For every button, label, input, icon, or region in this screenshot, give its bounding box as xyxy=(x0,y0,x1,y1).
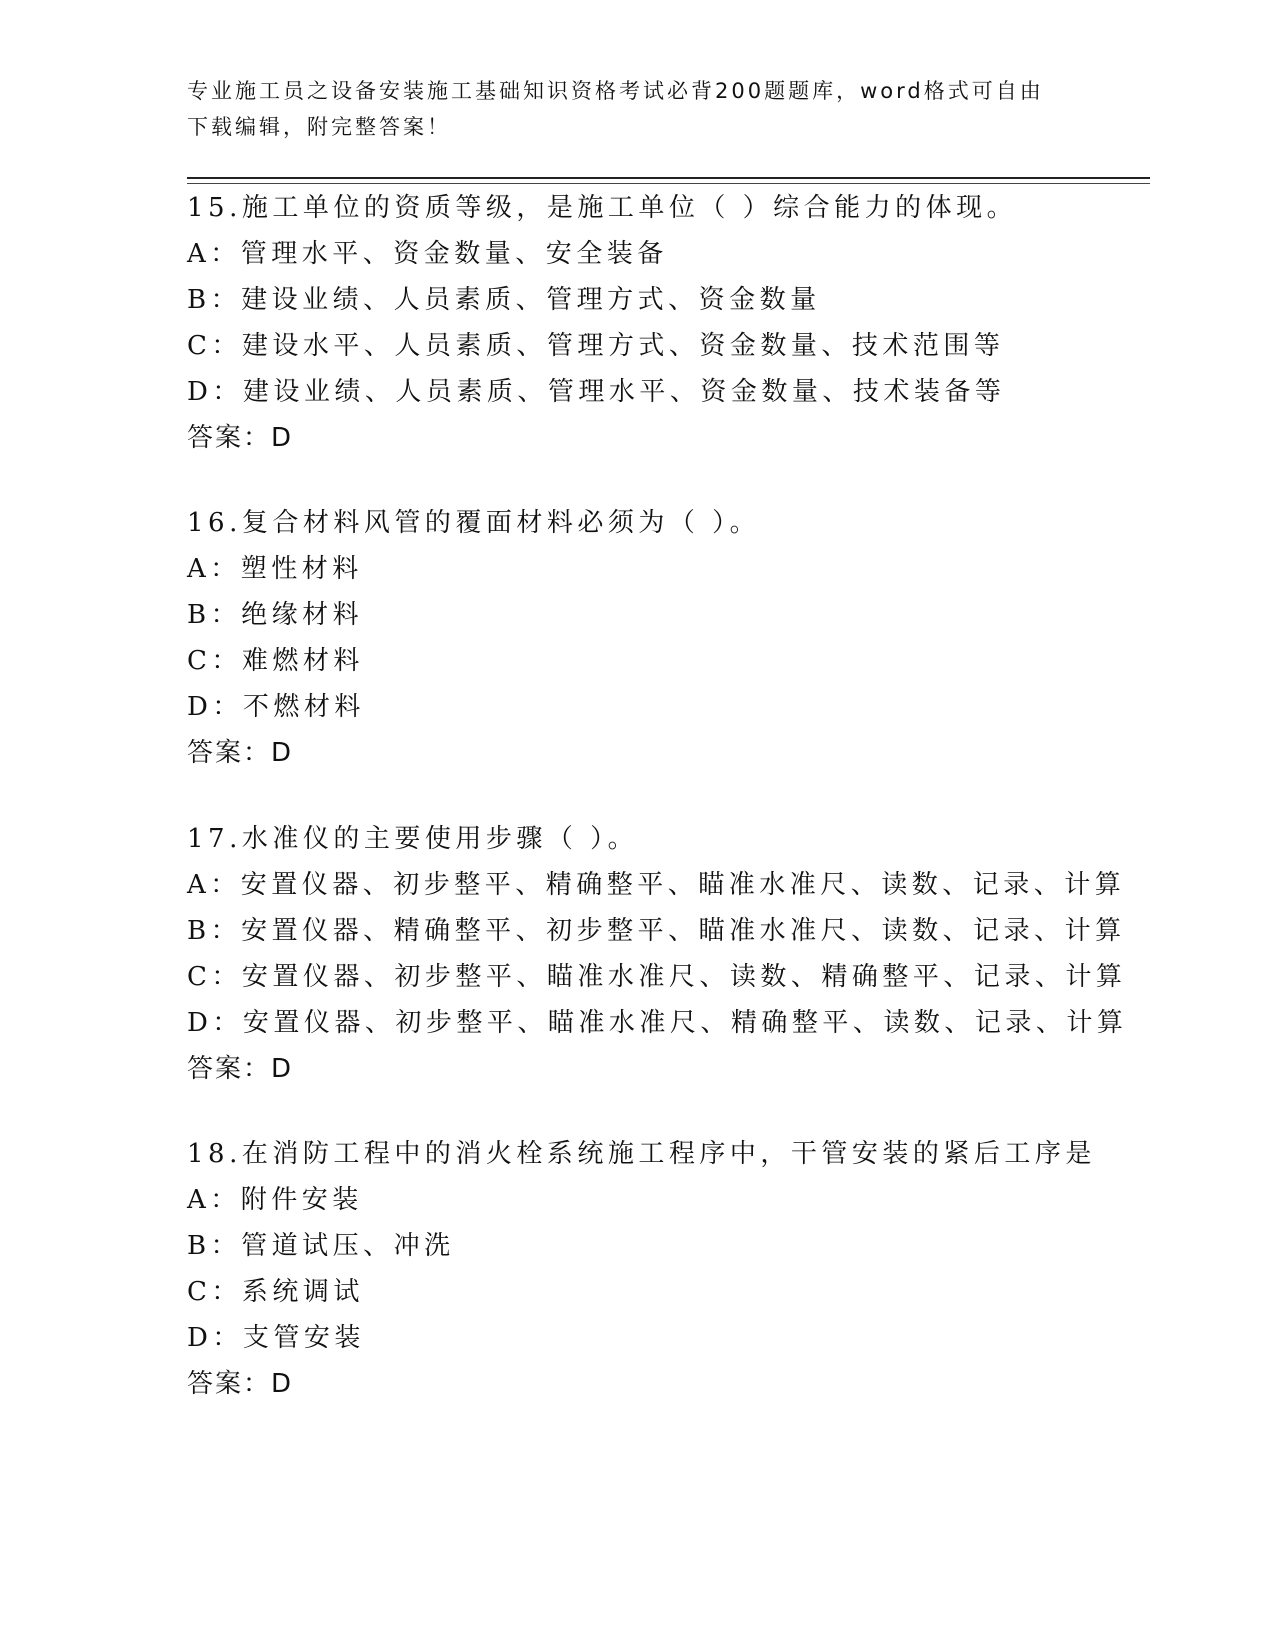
option-d: D：建设业绩、人员素质、管理水平、资金数量、技术装备等 xyxy=(187,377,1006,407)
option-a: A：塑性材料 xyxy=(187,554,363,584)
option-d: D：不燃材料 xyxy=(187,692,365,722)
option-c: C：难燃材料 xyxy=(187,646,364,676)
option-c: C：建设水平、人员素质、管理方式、资金数量、技术范围等 xyxy=(187,331,1005,361)
option-d: D：安置仪器、初步整平、瞄准水准尺、精确整平、读数、记录、计算 xyxy=(187,1008,1128,1038)
answer-line: 答案：D xyxy=(187,1054,294,1084)
question-stem: 16.复合材料风管的覆面材料必须为（ ）。 xyxy=(187,508,761,538)
question-18 xyxy=(187,1131,1187,1407)
answer-line: 答案：D xyxy=(187,738,294,768)
answer-line: 答案：D xyxy=(187,1369,294,1399)
document-header xyxy=(187,73,1087,145)
option-a: A：安置仪器、初步整平、精确整平、瞄准水准尺、读数、记录、计算 xyxy=(187,870,1126,900)
option-d: D：支管安装 xyxy=(187,1323,365,1353)
option-b: B：建设业绩、人员素质、管理方式、资金数量 xyxy=(187,285,821,315)
answer-line: 答案：D xyxy=(187,423,294,453)
question-stem: 18.在消防工程中的消火栓系统施工程序中，干管安装的紧后工序是 xyxy=(187,1139,1096,1169)
header-divider-thin xyxy=(187,183,1150,184)
question-16 xyxy=(187,500,1187,776)
question-stem: 15.施工单位的资质等级，是施工单位（ ）综合能力的体现。 xyxy=(187,193,1018,223)
option-c: C：安置仪器、初步整平、瞄准水准尺、读数、精确整平、记录、计算 xyxy=(187,962,1127,992)
option-a: A：附件安装 xyxy=(187,1185,363,1215)
question-15 xyxy=(187,185,1187,461)
option-b: B：管道试压、冲洗 xyxy=(187,1231,455,1261)
option-a: A：管理水平、资金数量、安全装备 xyxy=(187,239,668,269)
option-b: B：安置仪器、精确整平、初步整平、瞄准水准尺、读数、记录、计算 xyxy=(187,916,1126,946)
question-17 xyxy=(187,816,1187,1092)
option-b: B：绝缘材料 xyxy=(187,600,364,630)
header-line-1: 专业施工员之设备安装施工基础知识资格考试必背200题题库，word格式可自由 xyxy=(187,79,1044,103)
header-line-2: 下载编辑，附完整答案！ xyxy=(187,115,451,139)
option-c: C：系统调试 xyxy=(187,1277,364,1307)
header-divider-thick xyxy=(187,177,1150,179)
question-stem: 17.水准仪的主要使用步骤（ ）。 xyxy=(187,824,639,854)
